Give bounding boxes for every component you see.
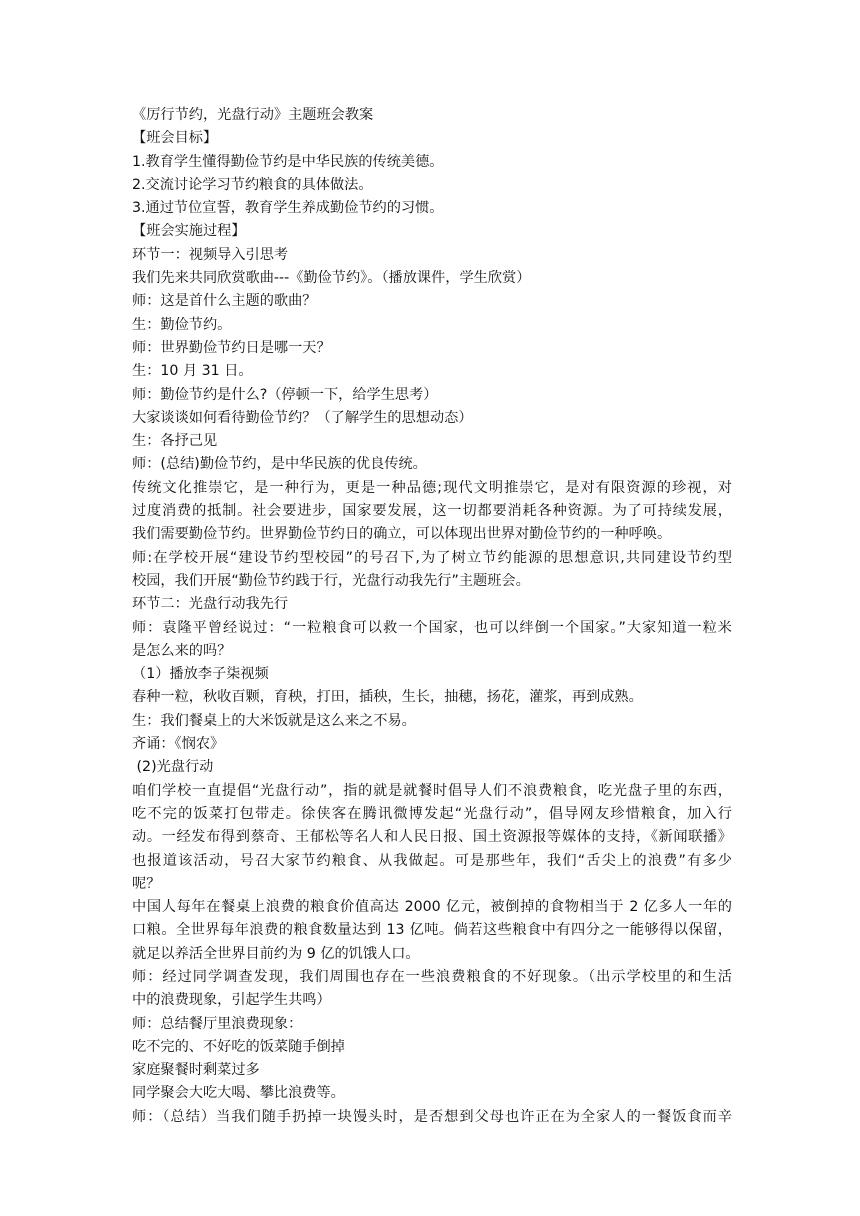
dialogue-line: 生：勤俭节约。 — [132, 316, 232, 333]
paragraph-line: 就足以养活全世界目前约为 9 亿的饥饿人口。 — [132, 945, 420, 962]
step-heading: 环节二：光盘行动我先行 — [132, 596, 289, 613]
paragraph-line: 春种一粒，秋收百颗，育秧，打田，插秧，生长，抽穗，扬花，灌浆，再到成熟。 — [132, 689, 643, 706]
paragraph-line: 也报道该活动，号召大家节约粮食、从我做起。可是那些年，我们“舌尖上的浪费”有多少 — [132, 852, 732, 869]
section-heading-process: 【班会实施过程】 — [132, 223, 246, 240]
document-title: 《厉行节约，光盘行动》主题班会教案 — [132, 107, 374, 123]
section-heading-goals: 【班会目标】 — [132, 130, 218, 147]
paragraph-line: 咱们学校一直提倡“光盘行动”，指的就是就餐时倡导人们不浪费粮食，吃光盘子里的东西， — [132, 782, 732, 799]
paragraph-line: 我们先来共同欣赏歌曲---《勤俭节约》。（播放课件，学生欣赏） — [132, 270, 531, 287]
document-page — [132, 104, 732, 1129]
sub-heading: （1）播放李子柒视频 — [132, 666, 269, 683]
paragraph-line: 动。一经发布得到蔡奇、王郁松等名人和人民日报、国土资源报等媒体的支持，《新闻联播》 — [132, 829, 732, 846]
goal-item: 2.交流讨论学习节约粮食的具体做法。 — [132, 176, 373, 193]
paragraph-line: 过度消费的抵制。社会要进步，国家要发展，这一切都要消耗各种资源。为了可持续发展， — [132, 503, 732, 520]
paragraph-line: 我们需要勤俭节约。世界勤俭节约日的确立，可以体现出世界对勤俭节约的一种呼唤。 — [132, 526, 672, 543]
dialogue-line: 师：勤俭节约是什么?（停顿一下，给学生思考） — [132, 386, 438, 403]
dialogue-line: 生：我们餐桌上的大米饭就是这么来之不易。 — [132, 712, 416, 729]
list-item: 同学聚会大吃大喝、攀比浪费等。 — [132, 1085, 345, 1102]
paragraph-line: 齐诵：《悯农》 — [132, 736, 225, 753]
paragraph-line: 呢？ — [132, 875, 161, 892]
dialogue-line: 师：世界勤俭节约日是哪一天？ — [132, 339, 331, 356]
list-item: 吃不完的、不好吃的饭菜随手倒掉 — [132, 1038, 345, 1055]
paragraph-line: 师：袁隆平曾经说过：“一粒粮食可以救一个国家，也可以绊倒一个国家。”大家知道一粒米 — [132, 619, 732, 636]
paragraph-line: 口粮。全世界每年浪费的粮食数量达到 13 亿吨。倘若这些粮食中有四分之一能够得以保留， — [132, 922, 732, 939]
dialogue-line: 生：10 月 31 日。 — [132, 363, 253, 380]
goal-item: 3.通过节位宣誓，教育学生养成勤俭节约的习惯。 — [132, 200, 444, 217]
paragraph-line: 传统文化推崇它，是一种行为，更是一种品德;现代文明推崇它，是对有限资源的珍视，对 — [132, 479, 732, 496]
paragraph-line: 师:在学校开展“建设节约型校园”的号召下,为了树立节约能源的思想意识,共同建设节约型 — [132, 549, 732, 566]
list-item: 家庭聚餐时剩菜过多 — [132, 1062, 260, 1079]
dialogue-line: 师：总结餐厅里浪费现象： — [132, 1015, 303, 1032]
paragraph-line: 中国人每年在餐桌上浪费的粮食价值高达 2000 亿元，被倒掉的食物相当于 2 亿多人一年的 — [132, 899, 732, 916]
goal-item: 1.教育学生懂得勤俭节约是中华民族的传统美德。 — [132, 153, 444, 170]
paragraph-line: 师：经过同学调查发现，我们周围也存在一些浪费粮食的不好现象。（出示学校里的和生活 — [132, 968, 732, 985]
dialogue-line: 生：各抒己见 — [132, 433, 218, 450]
step-heading: 环节一：视频导入引思考 — [132, 246, 289, 263]
paragraph-line: 是怎么来的吗？ — [132, 642, 232, 659]
paragraph-line: 师：（总结）当我们随手扔掉一块馒头时，是否想到父母也许正在为全家人的一餐饭食而辛 — [132, 1108, 732, 1125]
paragraph-line: 吃不完的饭菜打包带走。徐侠客在腾讯微博发起“光盘行动”，倡导网友珍惜粮食，加入行 — [132, 805, 732, 822]
dialogue-line: 师：(总结)勤俭节约，是中华民族的优良传统。 — [132, 456, 427, 473]
paragraph-line: 大家谈谈如何看待勤俭节约？（了解学生的思想动态） — [132, 409, 473, 426]
sub-heading: (2)光盘行动 — [132, 759, 214, 776]
dialogue-line: 师：这是首什么主题的歌曲？ — [132, 293, 317, 310]
paragraph-line: 校园，我们开展“勤俭节约践于行，光盘行动我先行”主题班会。 — [132, 572, 530, 589]
paragraph-line: 中的浪费现象，引起学生共鸣） — [132, 992, 331, 1009]
